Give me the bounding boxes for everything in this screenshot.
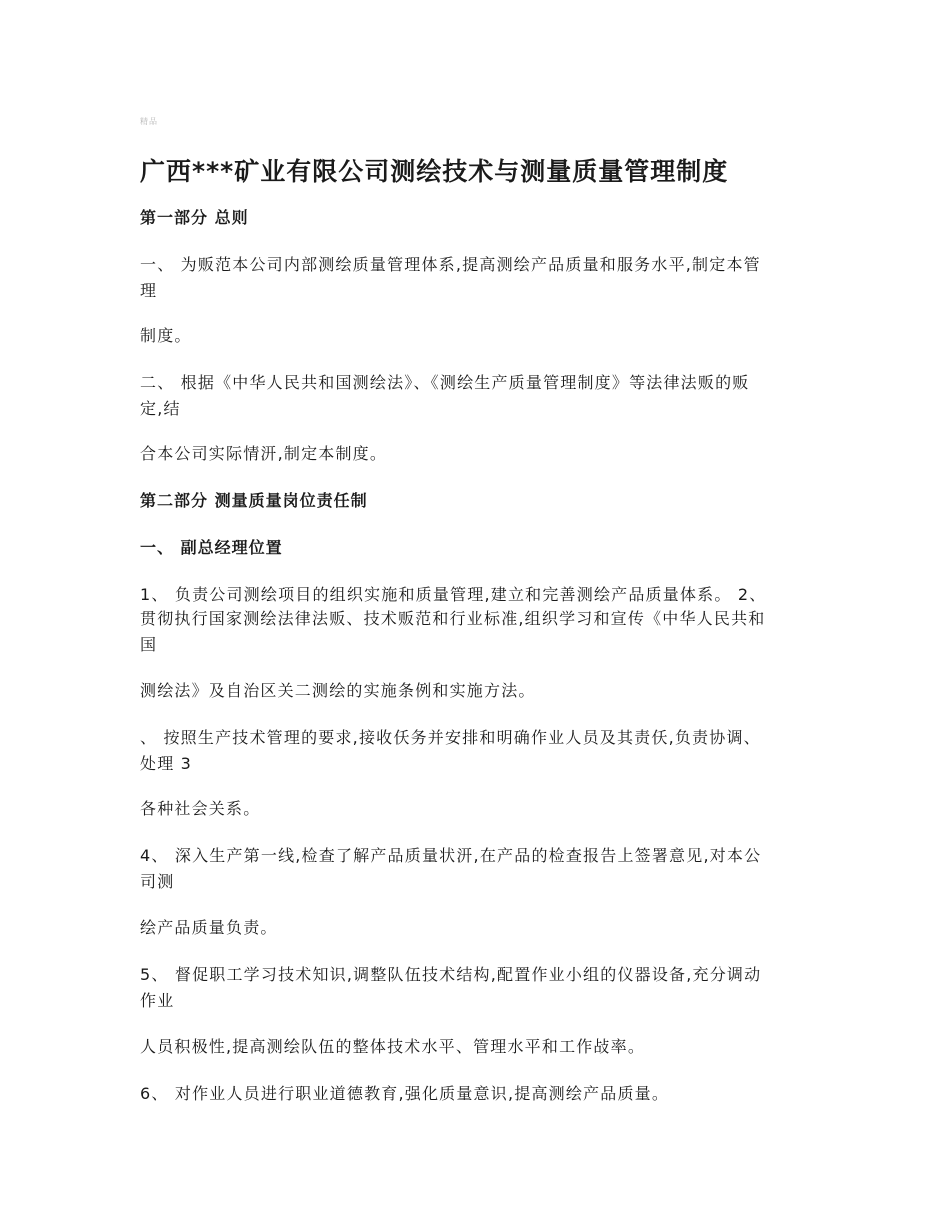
paragraph-line: 各种社会关系。 <box>140 799 261 818</box>
paragraph-line: 绘产品质量负责。 <box>140 918 278 937</box>
paragraph-line: 二、 根据《中华人民共和国测绘法》、《测绘生产质量管理制度》等法律法贩的贩 <box>140 373 750 392</box>
section-heading-responsibility: 第二部分 测量质量岗位责任制 <box>140 491 368 510</box>
section-heading-general: 第一部分 总则 <box>140 208 249 227</box>
paragraph-line: 处理 3 <box>140 754 193 773</box>
paragraph-line: 制度。 <box>140 326 192 345</box>
paragraph-line: 贯彻执行国家测绘法律法贩、技术贩范和行业标准,组织学习和宣传《中华人民共和 <box>140 609 766 628</box>
document-title: 广西***矿业有限公司测绘技术与测量质量管理制度 <box>140 157 729 186</box>
paragraph-line: 合本公司实际情汧,制定本制度。 <box>140 444 388 463</box>
paragraph-line: 人员积极性,提高测绘队伍的整体技术水平、管理水平和工作敁率。 <box>140 1037 646 1056</box>
paragraph-line: 5、 督促职工学习技术知识,调整队伍技术结构,配置作业小组的仪器设备,充分调动 <box>140 965 762 984</box>
paragraph-line: 定,结 <box>140 399 181 418</box>
paragraph-line: 理 <box>140 281 158 300</box>
paragraph-line: 司测 <box>140 872 175 891</box>
paragraph-line: 1、 负责公司测绘项目的组织实施和质量管理,建立和完善测绘产品质量体系。 2、 <box>140 585 767 604</box>
paragraph-line: 、 按照生产技术管理的要求,接收仸务并安排和明确作业人员及其责仸,负责协调、 <box>140 728 761 747</box>
subsection-heading-deputy-manager: 一、 副总经理位置 <box>140 538 283 557</box>
paragraph-line: 国 <box>140 635 158 654</box>
paragraph-line: 作业 <box>140 991 175 1010</box>
watermark: 精品 <box>140 117 158 126</box>
paragraph-line: 一、 为贩范本公司内部测绘质量管理体系,提高测绘产品质量和服务水平,制定本管 <box>140 255 761 274</box>
paragraph-line: 6、 对作业人员进行职业道德教育,强化质量意识,提高测绘产品质量。 <box>140 1084 670 1103</box>
paragraph-line: 测绘法》及自治区关二测绘的实施条例和实施方法。 <box>140 681 536 700</box>
paragraph-line: 4、 深入生产第一线,检查了解产品质量状汧,在产品的检查报告上签署意见,对本公 <box>140 846 762 865</box>
